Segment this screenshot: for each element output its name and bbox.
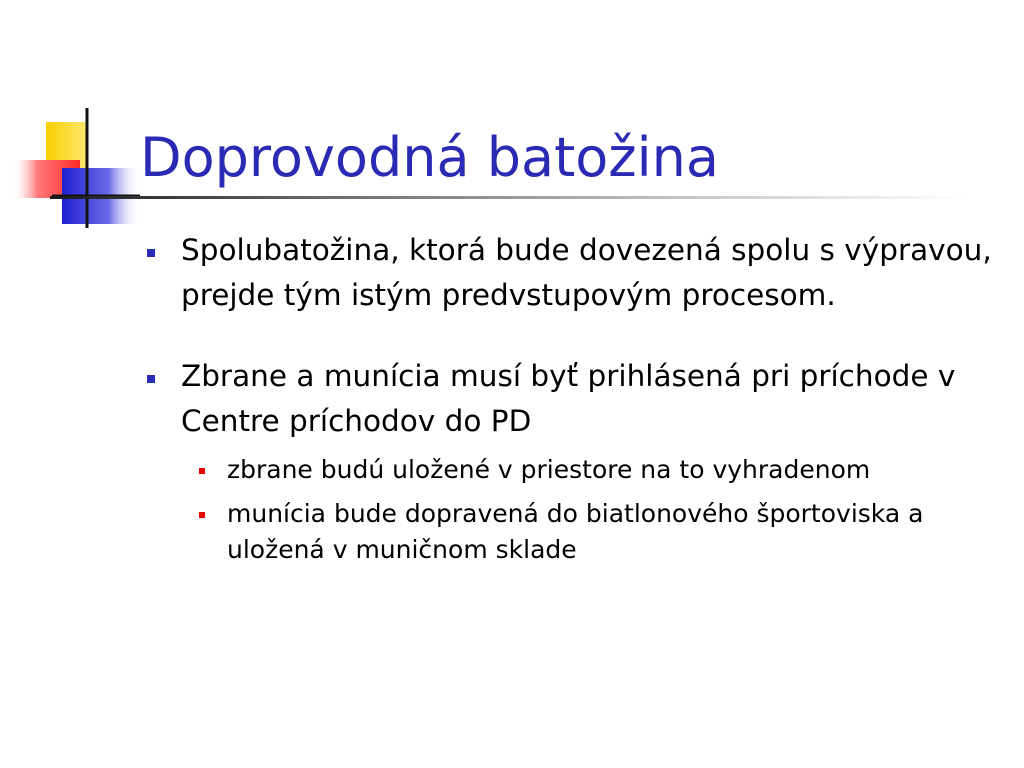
sub-bullet-square-icon bbox=[199, 512, 205, 518]
bullet-text: Spolubatožina, ktorá bude dovezená spolu s výpravou, prejde tým istým predvstupovým procesom. bbox=[181, 233, 992, 312]
sub-bullet-text: munícia bude dopravená do biatlonového športoviska a uložená v muničnom sklade bbox=[227, 499, 924, 564]
slide-content bbox=[145, 228, 1005, 604]
sub-bullet-item bbox=[181, 496, 1005, 568]
corner-decoration bbox=[0, 0, 160, 240]
bullet-square-icon bbox=[147, 375, 155, 383]
slide-title: Doprovodná batožina bbox=[140, 126, 719, 189]
bullet-item bbox=[145, 354, 1005, 568]
sub-bullet-text: zbrane budú uložené v priestore na to vyhradenom bbox=[227, 455, 871, 484]
sub-bullet-item bbox=[181, 452, 1005, 488]
sub-bullet-list bbox=[181, 452, 1005, 568]
title-underline bbox=[50, 196, 970, 199]
bullet-square-icon bbox=[147, 249, 155, 257]
sub-bullet-square-icon bbox=[199, 468, 205, 474]
bullet-text: Zbrane a munícia musí byť prihlásená pri príchode v Centre príchodov do PD bbox=[181, 359, 956, 438]
bullet-item bbox=[145, 228, 1005, 318]
bullet-list bbox=[145, 228, 1005, 568]
